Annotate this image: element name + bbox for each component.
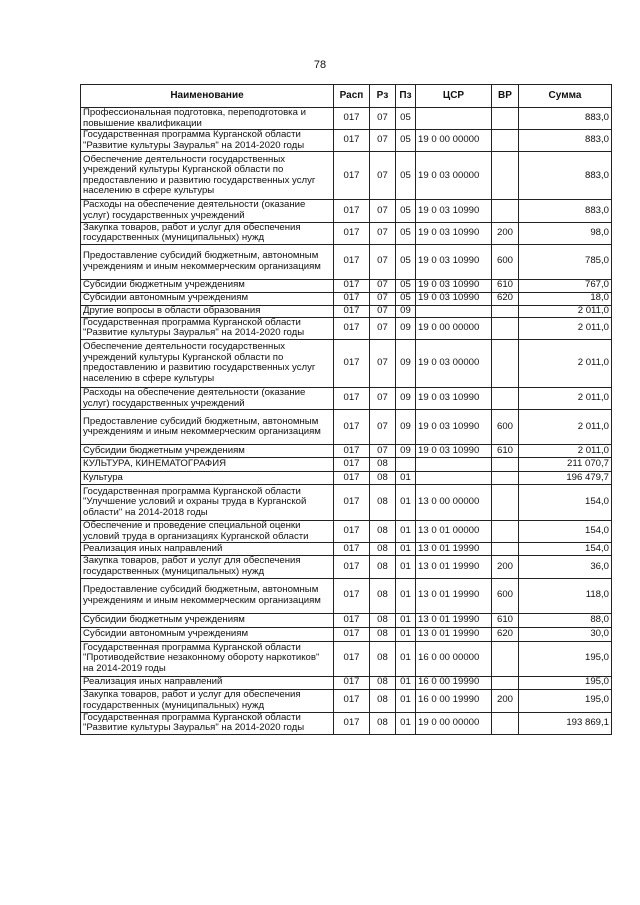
row-name: Субсидии автономным учреждениям: [81, 627, 334, 641]
row-rasp: 017: [334, 387, 370, 409]
row-sum: 883,0: [519, 200, 612, 222]
row-rz: 07: [370, 292, 396, 305]
table-row: [81, 305, 612, 317]
column-header-csr: ЦСР: [416, 85, 492, 108]
row-vr: [492, 676, 519, 689]
row-vr: [492, 317, 519, 339]
row-rasp: 017: [334, 485, 370, 521]
row-name: КУЛЬТУРА, КИНЕМАТОГРАФИЯ: [81, 458, 334, 472]
row-rz: 08: [370, 627, 396, 641]
table-row: [81, 627, 612, 641]
row-rz: 07: [370, 305, 396, 317]
row-pz: 01: [396, 689, 416, 712]
row-rasp: 017: [334, 627, 370, 641]
row-vr: 200: [492, 222, 519, 244]
row-vr: 620: [492, 292, 519, 305]
column-header-rasp: Расп: [334, 85, 370, 108]
row-pz: 01: [396, 712, 416, 734]
row-vr: 620: [492, 627, 519, 641]
row-csr: 19 0 03 10990: [416, 410, 492, 445]
table-row: [81, 339, 612, 387]
row-rasp: 017: [334, 244, 370, 279]
row-rasp: 017: [334, 339, 370, 387]
row-csr: 19 0 00 00000: [416, 712, 492, 734]
row-rz: 08: [370, 472, 396, 485]
row-vr: [492, 472, 519, 485]
table-header-row: [81, 85, 612, 108]
table-row: [81, 521, 612, 543]
row-csr: 13 0 01 19990: [416, 578, 492, 613]
budget-table: [80, 84, 612, 735]
row-pz: 05: [396, 152, 416, 200]
row-name: Профессиональная подготовка, переподготовка и повышение квалификации: [81, 108, 334, 130]
row-sum: 195,0: [519, 676, 612, 689]
row-rz: 08: [370, 556, 396, 578]
row-rz: 08: [370, 521, 396, 543]
row-pz: 01: [396, 485, 416, 521]
row-csr: 19 0 03 10990: [416, 279, 492, 292]
row-sum: 154,0: [519, 521, 612, 543]
row-rz: 08: [370, 676, 396, 689]
row-vr: [492, 200, 519, 222]
row-name: Субсидии бюджетным учреждениям: [81, 613, 334, 627]
row-csr: 13 0 01 19990: [416, 613, 492, 627]
row-rz: 07: [370, 244, 396, 279]
table-row: [81, 556, 612, 578]
column-header-name: Наименование: [81, 85, 334, 108]
row-rz: 07: [370, 445, 396, 458]
row-name: Субсидии бюджетным учреждениям: [81, 445, 334, 458]
row-csr: 19 0 00 00000: [416, 317, 492, 339]
table-row: [81, 410, 612, 445]
table-row: [81, 445, 612, 458]
row-rz: 08: [370, 613, 396, 627]
table-row: [81, 108, 612, 130]
row-sum: 154,0: [519, 485, 612, 521]
table-row: [81, 130, 612, 152]
row-name: Обеспечение деятельности государственных учреждений культуры Курганской области по предоставлению и развитию государственных услуг населению в сфере культуры: [81, 339, 334, 387]
row-sum: 883,0: [519, 152, 612, 200]
row-rz: 08: [370, 641, 396, 676]
row-pz: 05: [396, 222, 416, 244]
row-vr: 200: [492, 689, 519, 712]
row-rz: 08: [370, 689, 396, 712]
row-csr: 16 0 00 19990: [416, 689, 492, 712]
column-header-pz: Пз: [396, 85, 416, 108]
page-number: 78: [313, 59, 327, 71]
table-row: [81, 244, 612, 279]
table-row: [81, 292, 612, 305]
row-vr: 600: [492, 410, 519, 445]
row-rz: 07: [370, 279, 396, 292]
table-body: [81, 108, 612, 735]
table-row: [81, 222, 612, 244]
row-csr: 13 0 01 19990: [416, 627, 492, 641]
row-pz: 01: [396, 641, 416, 676]
row-rasp: 017: [334, 222, 370, 244]
row-rasp: 017: [334, 152, 370, 200]
row-rasp: 017: [334, 108, 370, 130]
row-pz: 01: [396, 543, 416, 556]
row-vr: [492, 339, 519, 387]
row-name: Субсидии автономным учреждениям: [81, 292, 334, 305]
row-rasp: 017: [334, 521, 370, 543]
table-row: [81, 200, 612, 222]
row-pz: 05: [396, 244, 416, 279]
row-sum: 211 070,7: [519, 458, 612, 472]
row-csr: 19 0 03 00000: [416, 339, 492, 387]
row-pz: 01: [396, 556, 416, 578]
table-row: [81, 613, 612, 627]
row-pz: 01: [396, 627, 416, 641]
row-csr: 13 0 01 19990: [416, 556, 492, 578]
row-vr: [492, 305, 519, 317]
row-rasp: 017: [334, 305, 370, 317]
row-name: Закупка товаров, работ и услуг для обеспечения государственных (муниципальных) нужд: [81, 222, 334, 244]
row-csr: 19 0 03 10990: [416, 200, 492, 222]
row-pz: 05: [396, 279, 416, 292]
row-sum: 2 011,0: [519, 387, 612, 409]
row-vr: [492, 387, 519, 409]
row-rasp: 017: [334, 200, 370, 222]
table-row: [81, 152, 612, 200]
row-rasp: 017: [334, 712, 370, 734]
row-vr: [492, 108, 519, 130]
row-name: Расходы на обеспечение деятельности (оказание услуг) государственных учреждений: [81, 200, 334, 222]
row-name: Реализация иных направлений: [81, 676, 334, 689]
row-csr: 19 0 03 10990: [416, 222, 492, 244]
row-rasp: 017: [334, 641, 370, 676]
row-sum: 88,0: [519, 613, 612, 627]
row-sum: 30,0: [519, 627, 612, 641]
table-row: [81, 712, 612, 734]
row-rasp: 017: [334, 292, 370, 305]
row-rz: 08: [370, 578, 396, 613]
row-rasp: 017: [334, 279, 370, 292]
row-rasp: 017: [334, 689, 370, 712]
row-pz: 05: [396, 108, 416, 130]
row-name: Другие вопросы в области образования: [81, 305, 334, 317]
row-name: Субсидии бюджетным учреждениям: [81, 279, 334, 292]
row-csr: 16 0 00 19990: [416, 676, 492, 689]
row-vr: [492, 641, 519, 676]
row-pz: 09: [396, 445, 416, 458]
row-pz: 09: [396, 410, 416, 445]
table-row: [81, 387, 612, 409]
row-rz: 07: [370, 152, 396, 200]
row-sum: 2 011,0: [519, 410, 612, 445]
column-header-sum: Сумма: [519, 85, 612, 108]
row-pz: 05: [396, 292, 416, 305]
table-row: [81, 543, 612, 556]
row-rz: 08: [370, 485, 396, 521]
row-pz: 05: [396, 200, 416, 222]
row-rasp: 017: [334, 317, 370, 339]
row-vr: [492, 130, 519, 152]
row-name: Государственная программа Курганской области "Развитие культуры Зауралья" на 2014-2020 годы: [81, 130, 334, 152]
row-sum: 785,0: [519, 244, 612, 279]
row-pz: 09: [396, 339, 416, 387]
row-name: Расходы на обеспечение деятельности (оказание услуг) государственных учреждений: [81, 387, 334, 409]
table-row: [81, 676, 612, 689]
row-vr: [492, 712, 519, 734]
row-rz: 07: [370, 410, 396, 445]
row-rasp: 017: [334, 130, 370, 152]
row-csr: 19 0 03 10990: [416, 387, 492, 409]
row-rasp: 017: [334, 676, 370, 689]
row-name: Обеспечение и проведение специальной оценки условий труда в организациях Курганской области: [81, 521, 334, 543]
row-rasp: 017: [334, 445, 370, 458]
row-pz: 01: [396, 521, 416, 543]
row-name: Предоставление субсидий бюджетным, автономным учреждениям и иным некоммерческим организациям: [81, 244, 334, 279]
row-rasp: 017: [334, 472, 370, 485]
row-name: Государственная программа Курганской области "Развитие культуры Зауралья" на 2014-2020 годы: [81, 712, 334, 734]
row-name: Культура: [81, 472, 334, 485]
row-name: Государственная программа Курганской области "Противодействие незаконному обороту наркотиков" на 2014-2019 годы: [81, 641, 334, 676]
row-csr: [416, 472, 492, 485]
row-sum: 193 869,1: [519, 712, 612, 734]
row-rz: 07: [370, 200, 396, 222]
row-vr: 610: [492, 445, 519, 458]
row-csr: [416, 458, 492, 472]
row-sum: 18,0: [519, 292, 612, 305]
row-sum: 195,0: [519, 689, 612, 712]
row-vr: [492, 152, 519, 200]
row-sum: 36,0: [519, 556, 612, 578]
row-rasp: 017: [334, 556, 370, 578]
row-csr: 19 0 03 10990: [416, 445, 492, 458]
row-sum: 767,0: [519, 279, 612, 292]
table-row: [81, 641, 612, 676]
row-vr: [492, 543, 519, 556]
row-name: Реализация иных направлений: [81, 543, 334, 556]
row-csr: 13 0 01 19990: [416, 543, 492, 556]
row-csr: 13 0 01 00000: [416, 521, 492, 543]
table-row: [81, 689, 612, 712]
row-name: Предоставление субсидий бюджетным, автономным учреждениям и иным некоммерческим организациям: [81, 578, 334, 613]
row-vr: 610: [492, 613, 519, 627]
row-csr: [416, 108, 492, 130]
row-pz: 09: [396, 317, 416, 339]
row-pz: 05: [396, 130, 416, 152]
row-pz: 01: [396, 578, 416, 613]
row-name: Обеспечение деятельности государственных учреждений культуры Курганской области по предоставлению и развитию государственных услуг населению в сфере культуры: [81, 152, 334, 200]
row-rasp: 017: [334, 458, 370, 472]
row-vr: [492, 458, 519, 472]
row-sum: 2 011,0: [519, 317, 612, 339]
table-row: [81, 279, 612, 292]
row-sum: 883,0: [519, 130, 612, 152]
row-sum: 118,0: [519, 578, 612, 613]
row-rz: 08: [370, 712, 396, 734]
row-rz: 07: [370, 222, 396, 244]
table-row: [81, 317, 612, 339]
row-rasp: 017: [334, 578, 370, 613]
row-pz: 01: [396, 613, 416, 627]
table-row: [81, 485, 612, 521]
row-rz: 07: [370, 387, 396, 409]
row-csr: 19 0 03 10990: [416, 244, 492, 279]
row-name: Государственная программа Курганской области "Улучшение условий и охраны труда в Курганской области" на 2014-2018 годы: [81, 485, 334, 521]
row-name: Государственная программа Курганской области "Развитие культуры Зауралья" на 2014-2020 годы: [81, 317, 334, 339]
row-vr: 200: [492, 556, 519, 578]
row-pz: 01: [396, 676, 416, 689]
row-pz: 09: [396, 387, 416, 409]
row-name: Закупка товаров, работ и услуг для обеспечения государственных (муниципальных) нужд: [81, 689, 334, 712]
row-sum: 2 011,0: [519, 445, 612, 458]
table-row: [81, 458, 612, 472]
table-row: [81, 472, 612, 485]
row-vr: [492, 485, 519, 521]
column-header-vr: ВР: [492, 85, 519, 108]
row-rasp: 017: [334, 543, 370, 556]
row-pz: 09: [396, 305, 416, 317]
row-csr: 13 0 00 00000: [416, 485, 492, 521]
row-name: Закупка товаров, работ и услуг для обеспечения государственных (муниципальных) нужд: [81, 556, 334, 578]
row-vr: 610: [492, 279, 519, 292]
row-csr: 19 0 03 10990: [416, 292, 492, 305]
row-rasp: 017: [334, 410, 370, 445]
row-sum: 195,0: [519, 641, 612, 676]
row-rz: 08: [370, 458, 396, 472]
row-sum: 196 479,7: [519, 472, 612, 485]
row-sum: 98,0: [519, 222, 612, 244]
row-csr: 16 0 00 00000: [416, 641, 492, 676]
row-rz: 08: [370, 543, 396, 556]
row-pz: 01: [396, 472, 416, 485]
column-header-rz: Рз: [370, 85, 396, 108]
row-rz: 07: [370, 339, 396, 387]
row-csr: 19 0 03 00000: [416, 152, 492, 200]
row-rz: 07: [370, 130, 396, 152]
row-vr: 600: [492, 578, 519, 613]
row-csr: [416, 305, 492, 317]
table-row: [81, 578, 612, 613]
row-csr: 19 0 00 00000: [416, 130, 492, 152]
row-name: Предоставление субсидий бюджетным, автономным учреждениям и иным некоммерческим организациям: [81, 410, 334, 445]
row-sum: 154,0: [519, 543, 612, 556]
row-sum: 883,0: [519, 108, 612, 130]
row-vr: 600: [492, 244, 519, 279]
row-rasp: 017: [334, 613, 370, 627]
row-rz: 07: [370, 108, 396, 130]
row-vr: [492, 521, 519, 543]
row-sum: 2 011,0: [519, 339, 612, 387]
row-pz: [396, 458, 416, 472]
row-sum: 2 011,0: [519, 305, 612, 317]
row-rz: 07: [370, 317, 396, 339]
